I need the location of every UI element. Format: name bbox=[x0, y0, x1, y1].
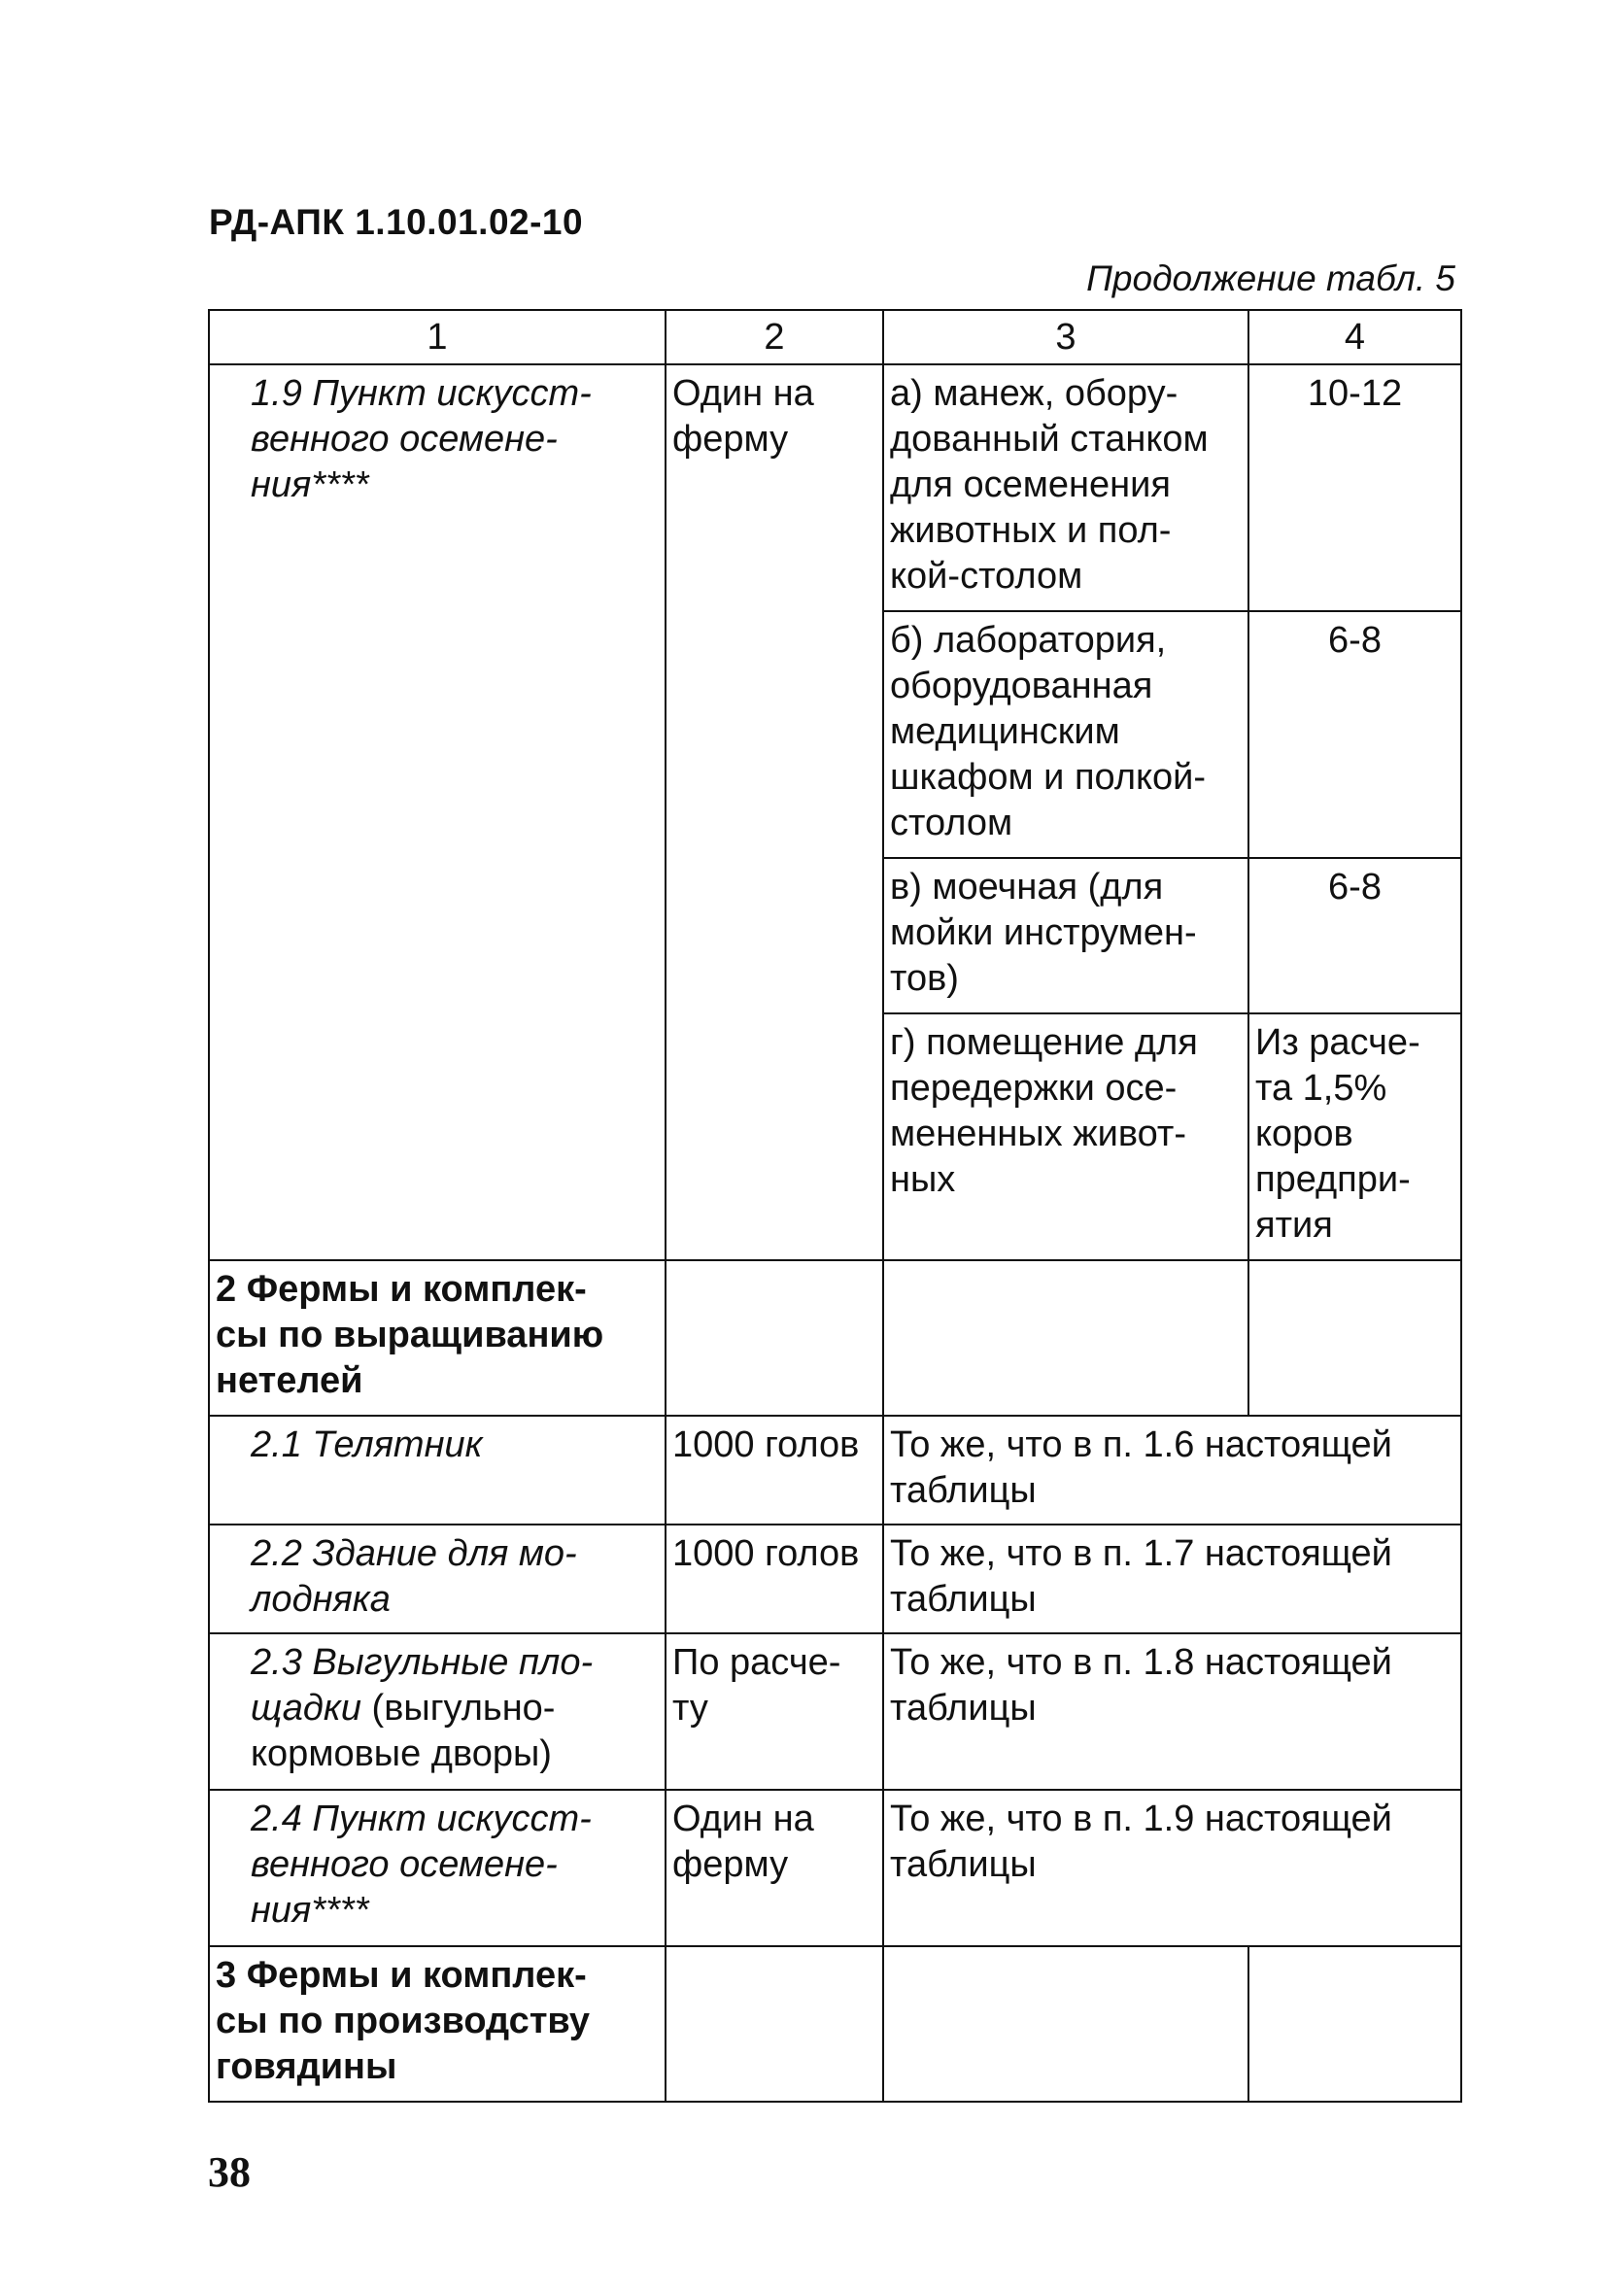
sub-item-text: б) лаборатория, оборудованная медицинским шкафом и полкой- столом bbox=[890, 620, 1207, 843]
row-name-italic: 2.3 Выгульные пло- щадки bbox=[251, 1642, 594, 1729]
table-row bbox=[209, 1416, 1461, 1525]
sub-item-cell bbox=[883, 611, 1248, 858]
empty-cell bbox=[1248, 1946, 1461, 2102]
row-name-remainder: (выгульно- кормовые дворы) bbox=[251, 1688, 556, 1774]
note-cell bbox=[883, 1416, 1461, 1525]
quantity-text: Один на ферму bbox=[672, 373, 814, 460]
sub-item-text: в) моечная (для мойки инструмен- тов) bbox=[890, 867, 1197, 999]
empty-cell bbox=[883, 1260, 1248, 1416]
table-row bbox=[209, 1790, 1461, 1946]
value-cell bbox=[1248, 1013, 1461, 1260]
page-number: 38 bbox=[208, 2148, 251, 2196]
row-name-cell bbox=[209, 1416, 666, 1525]
table-row bbox=[209, 1525, 1461, 1633]
quantity-cell bbox=[666, 1633, 883, 1790]
section-title-cell bbox=[209, 1946, 666, 2102]
value-text: 6-8 bbox=[1328, 867, 1382, 908]
quantity-cell bbox=[666, 1416, 883, 1525]
column-number-2: 2 bbox=[666, 310, 883, 364]
quantity-text: По расче- ту bbox=[672, 1642, 841, 1729]
empty-cell bbox=[883, 1946, 1248, 2102]
note-text: То же, что в п. 1.9 настоящей таблицы bbox=[890, 1799, 1392, 1885]
quantity-text: 1000 голов bbox=[672, 1533, 860, 1574]
column-number-1: 1 bbox=[209, 310, 666, 364]
row-name: 2.4 Пункт искусст- венного осемене- ния**** bbox=[251, 1799, 592, 1931]
quantity-text: Один на ферму bbox=[672, 1799, 814, 1885]
value-cell bbox=[1248, 364, 1461, 611]
row-name: 2.2 Здание для мо- лодняка bbox=[251, 1533, 577, 1620]
row-name-cell bbox=[209, 1525, 666, 1633]
empty-cell bbox=[666, 1260, 883, 1416]
note-text: То же, что в п. 1.6 настоящей таблицы bbox=[890, 1424, 1392, 1511]
column-number-3: 3 bbox=[883, 310, 1248, 364]
note-cell bbox=[883, 1633, 1461, 1790]
row-name: 1.9 Пункт искусст- венного осемене- ния**** bbox=[251, 373, 592, 505]
note-text: То же, что в п. 1.8 настоящей таблицы bbox=[890, 1642, 1392, 1729]
sub-item-cell bbox=[883, 1013, 1248, 1260]
quantity-cell bbox=[666, 1525, 883, 1633]
section-row bbox=[209, 1260, 1461, 1416]
sub-item-cell bbox=[883, 364, 1248, 611]
note-cell bbox=[883, 1790, 1461, 1946]
sub-item-text: г) помещение для передержки осе- мененных живот- ных bbox=[890, 1022, 1198, 1200]
value-cell bbox=[1248, 611, 1461, 858]
column-number-4: 4 bbox=[1248, 310, 1461, 364]
sub-item-cell bbox=[883, 858, 1248, 1013]
value-text: 6-8 bbox=[1328, 620, 1382, 661]
note-cell bbox=[883, 1525, 1461, 1633]
table-row bbox=[209, 1633, 1461, 1790]
row-name-cell bbox=[209, 364, 666, 1260]
column-number-row bbox=[209, 310, 1461, 364]
note-text: То же, что в п. 1.7 настоящей таблицы bbox=[890, 1533, 1392, 1620]
row-name: 2.1 Телятник bbox=[251, 1424, 483, 1465]
table-continuation-caption: Продолжение табл. 5 bbox=[1086, 258, 1455, 298]
row-name-cell bbox=[209, 1633, 666, 1790]
value-cell bbox=[1248, 858, 1461, 1013]
value-text: Из расче- та 1,5% коров предпри- ятия bbox=[1255, 1022, 1420, 1246]
quantity-cell bbox=[666, 364, 883, 1260]
section-row bbox=[209, 1946, 1461, 2102]
value-text: 10-12 bbox=[1307, 373, 1403, 414]
table-row bbox=[209, 364, 1461, 611]
empty-cell bbox=[666, 1946, 883, 2102]
section-title: 2 Фермы и комплек- сы по выращиванию нетелей bbox=[216, 1269, 604, 1401]
empty-cell bbox=[1248, 1260, 1461, 1416]
quantity-cell bbox=[666, 1790, 883, 1946]
quantity-text: 1000 голов bbox=[672, 1424, 860, 1465]
section-title-cell bbox=[209, 1260, 666, 1416]
row-name-cell bbox=[209, 1790, 666, 1946]
sub-item-text: а) манеж, обору- дованный станком для осеменения животных и пол- кой-столом bbox=[890, 373, 1209, 597]
specification-table bbox=[208, 309, 1462, 2103]
document-code: РД-АПК 1.10.01.02-10 bbox=[209, 202, 584, 242]
section-title: 3 Фермы и комплек- сы по производству говядины bbox=[216, 1955, 590, 2087]
